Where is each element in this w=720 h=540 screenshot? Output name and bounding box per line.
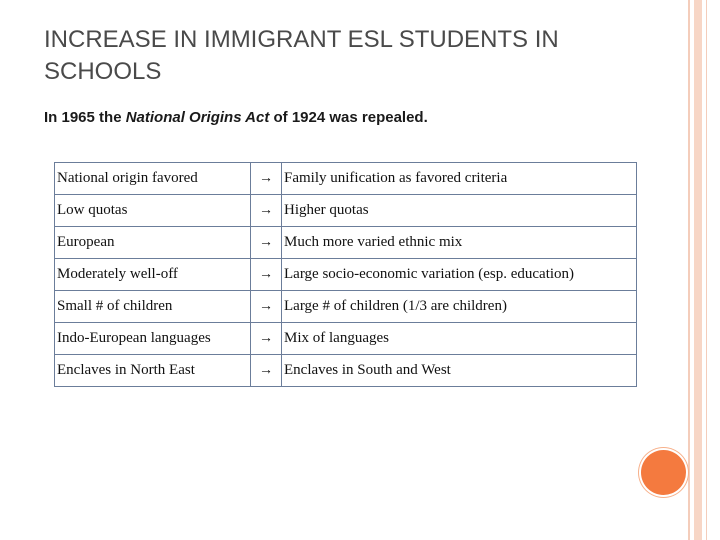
slide-subtitle — [44, 108, 664, 128]
after-cell: Enclaves in South and West — [282, 355, 637, 387]
before-cell: Small # of children — [55, 291, 251, 323]
decorative-rule — [694, 0, 702, 540]
before-cell: Indo-European languages — [55, 323, 251, 355]
arrow-icon: → — [251, 291, 282, 323]
decorative-circle — [641, 450, 686, 495]
arrow-icon: → — [251, 259, 282, 291]
table-row — [55, 227, 637, 259]
arrow-icon: → — [251, 355, 282, 387]
before-cell: Moderately well-off — [55, 259, 251, 291]
subtitle-prefix: In 1965 the — [44, 109, 126, 126]
subtitle-suffix: of 1924 was repealed. — [269, 109, 428, 126]
table-row — [55, 195, 637, 227]
decorative-rule — [688, 0, 690, 540]
slide-title: INCREASE IN IMMIGRANT ESL STUDENTS IN SCHOOLS — [44, 26, 559, 85]
before-cell: National origin favored — [55, 163, 251, 195]
table-row — [55, 323, 637, 355]
before-cell: Low quotas — [55, 195, 251, 227]
table-row — [55, 259, 637, 291]
act-name: National Origins Act — [125, 109, 270, 126]
after-cell: Family unification as favored criteria — [282, 163, 637, 195]
after-cell: Much more varied ethnic mix — [282, 227, 637, 259]
before-cell: European — [55, 227, 251, 259]
after-cell: Large socio-economic variation (esp. education) — [282, 259, 637, 291]
table-row — [55, 163, 637, 195]
arrow-icon: → — [251, 195, 282, 227]
arrow-icon: → — [251, 163, 282, 195]
arrow-icon: → — [251, 323, 282, 355]
comparison-table — [54, 162, 637, 387]
after-cell: Higher quotas — [282, 195, 637, 227]
after-cell: Mix of languages — [282, 323, 637, 355]
arrow-icon: → — [251, 227, 282, 259]
after-cell: Large # of children (1/3 are children) — [282, 291, 637, 323]
table-row — [55, 355, 637, 387]
decorative-rule — [706, 0, 707, 540]
table-row — [55, 291, 637, 323]
before-cell: Enclaves in North East — [55, 355, 251, 387]
